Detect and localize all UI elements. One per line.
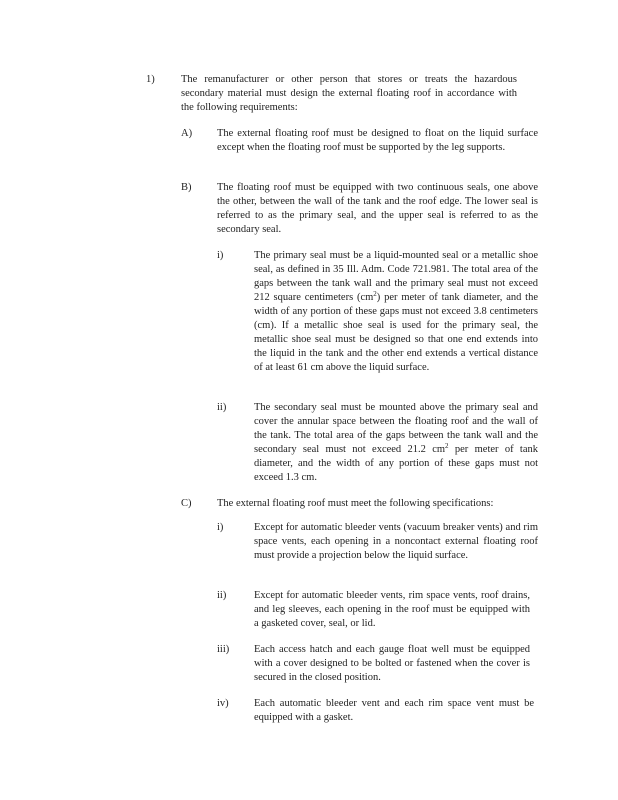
item-b-i-text-part1: The primary seal must be a liquid-mounted seal or a metallic shoe seal, as defined in 35 Ill. Adm. Code 721.981. The total area of the gaps between the tank wall and the primary seal must not exceed 212 square centimeters (cm bbox=[254, 250, 538, 303]
item-c-iv-marker: iv) bbox=[217, 698, 229, 709]
item-b-ii-text bbox=[254, 401, 538, 485]
item-b-ii-text-part2: per meter of tank diameter, and the width of any portion of these gaps must not exceed 1.3 cm. bbox=[254, 444, 538, 483]
item-b-i-text bbox=[254, 249, 538, 375]
item-c-iii-text: Each access hatch and each gauge float well must be equipped with a cover designed to be bolted or fastened when the cover is secured in the closed position. bbox=[254, 644, 530, 683]
item-b-i-marker: i) bbox=[217, 250, 224, 261]
item-c-marker: C) bbox=[181, 498, 192, 509]
item-c-iii-marker: iii) bbox=[217, 644, 230, 655]
item-c-i-text: Except for automatic bleeder vents (vacuum breaker vents) and rim space vents, each opening in a noncontact external floating roof must provide a projection below the liquid surface. bbox=[254, 522, 538, 561]
item-b-ii-marker: ii) bbox=[217, 402, 227, 413]
item-b-text: The floating roof must be equipped with two continuous seals, one above the other, between the wall of the tank and the roof edge. The lower seal is referred to as the primary seal, and the upper seal is referred to as the secondary seal. bbox=[217, 182, 538, 235]
item-c-ii-marker: ii) bbox=[217, 590, 227, 601]
item-b-marker: B) bbox=[181, 182, 192, 193]
item-b-ii-text-part1: The secondary seal must be mounted above the primary seal and cover the annular space between the floating roof and the wall of the tank. The total area of the gaps between the tank wall and the secondary seal must not exceed 21.2 cm bbox=[254, 402, 538, 455]
item-1-text: The remanufacturer or other person that stores or treats the hazardous secondary material must design the external floating roof in accordance with the following requirements: bbox=[181, 74, 517, 113]
item-b-i-text-part2: ) per meter of tank diameter, and the width of any portion of these gaps must not exceed 3.8 centimeters (cm). If a metallic shoe seal is used for the primary seal, the metallic shoe seal must be designed so that one end extends into the liquid in the tank and the other end extends a vertical distance of at least 61 cm above the liquid surface. bbox=[254, 292, 538, 373]
item-a-text: The external floating roof must be designed to float on the liquid surface except when the floating roof must be supported by the leg supports. bbox=[217, 128, 538, 153]
item-1-marker: 1) bbox=[146, 74, 155, 85]
item-c-iv-text: Each automatic bleeder vent and each rim space vent must be equipped with a gasket. bbox=[254, 698, 534, 723]
item-c-text: The external floating roof must meet the following specifications: bbox=[217, 498, 494, 509]
item-c-ii-text: Except for automatic bleeder vents, rim space vents, roof drains, and leg sleeves, each opening in the roof must be equipped with a gasketed cover, seal, or lid. bbox=[254, 590, 530, 629]
superscript-2: 2 bbox=[373, 290, 377, 298]
item-c-i-marker: i) bbox=[217, 522, 224, 533]
item-a-marker: A) bbox=[181, 128, 193, 139]
superscript-2: 2 bbox=[445, 442, 449, 450]
